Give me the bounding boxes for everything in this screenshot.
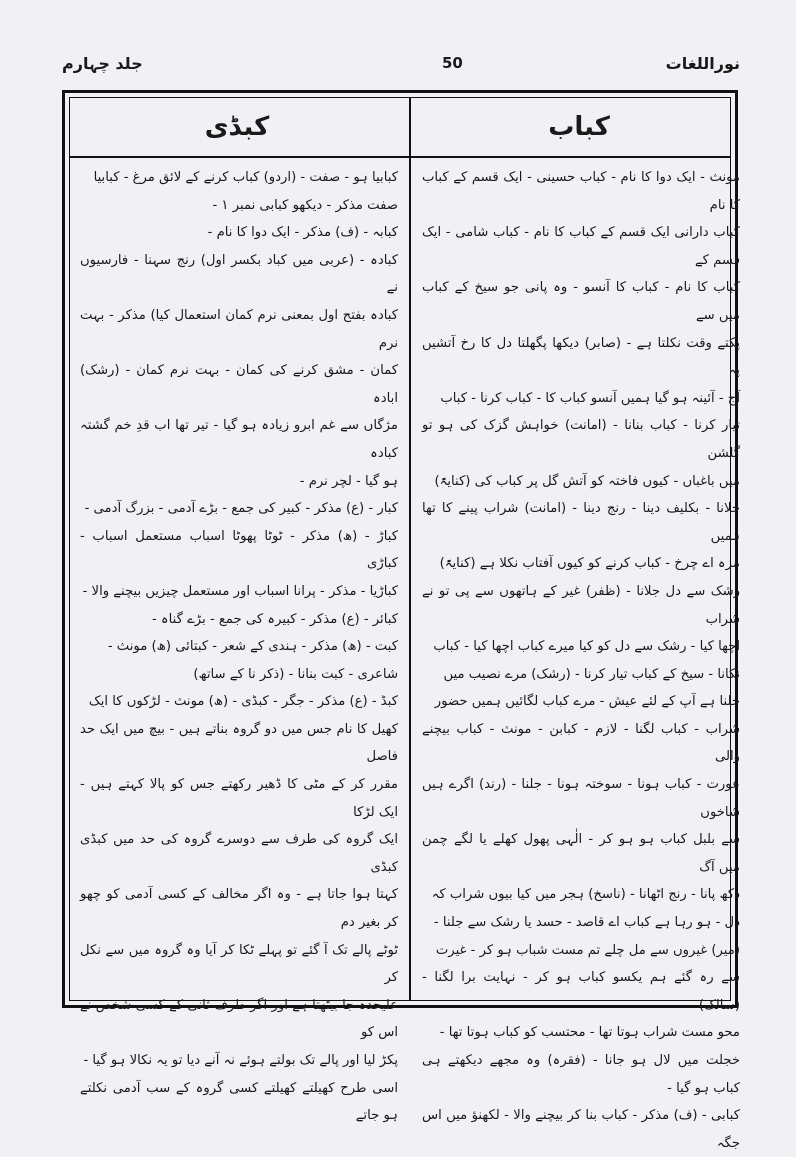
text-line: میں باغباں - کیوں فاختہ کو آتش گل پر کباب کی (کنایۃً) [434,473,740,489]
running-head [62,54,740,84]
text-line: علیحدہ جا بیٹھتا ہے اور اگر طرف ثانی کے کسی شخص نے اس کو [80,997,398,1041]
text-line: خجلت میں لال ہو جانا - (فقرہ) وہ مجھے دیکھتے ہی کباب ہو گیا - [422,1053,740,1096]
text-line: کباڑ - (ھ) مذکر - ٹوٹا پھوٹا اسباب مستعمل اسباب - کباڑی [80,528,398,572]
text-line: کبت - (ھ) مذکر - ہندی کے شعر - کبتائی (ھ) مونث - [107,639,398,655]
text-line: ٹوٹے پالے تک آ گئے تو پہلے ٹکا کر آیا وہ گروہ میں سے نکل کر [80,942,398,986]
text-line: پکڑ لیا اور پالے تک بولتے ہوئے نہ آنے دیا تو یہ نکالا ہو گیا - [83,1053,398,1068]
text-line: جلنا ہے آپ کے لئے عیش - مرے کباب لگائیں ہمیں حضور [434,694,740,710]
text-line: آج - آئینہ ہو گیا ہمیں آنسو کباب کا - کباب کرنا - کباب [440,390,740,406]
text-line: کبابی - (ف) مذکر - کباب بنا کر بیچنے والا - لکھنؤ میں اس جگہ [422,1108,740,1151]
text-line: کبابیا ہو - صفت - (اردو) کباب کرنے کے لائق مرغ - کبابیا [93,170,398,185]
text-line: تیار کرنا - کباب بنانا - (امانت) خواہش گزک کی ہو تو گلشن [422,418,740,461]
text-line: کباڑیا - مذکر - پرانا اسباب اور مستعمل چیزیں بیچنے والا - [82,583,398,599]
text-line: کبائر - (ع) مذکر - کبیرہ کی جمع - بڑے گناہ - [151,611,398,627]
text-line: کھیل کا نام جس میں دو گروہ بناتے ہیں - بیچ میں ایک حد فاصل [80,721,398,765]
text-line: کبادہ - (عربی میں کباد بکسر اول) رنج سہنا - فارسیوں نے [80,252,398,296]
text-line: اچھا کیا - رشک سے دل کو کیا میرے کباب اچھا کیا - کباب [433,639,740,655]
text-line: شراب - کباب لگنا - لازم - کبابن - مونث - کباب بیچنے والی [422,721,740,765]
text-line: سے رہ گئے ہم یکسو کباب ہو کر - نہایت برا لگنا - (سالک) [422,970,740,1013]
text-line: مونث - ایک دوا کا نام - کباب حسینی - ایک قسم کے کباب کا نام [422,170,740,213]
text-line: شاعری - کبت بنانا - (ذکر نا کے ساتھ) [193,666,398,682]
left-column-heading: کبڈی [204,112,270,142]
text-line: مقرر کر کے مٹی کا ڈھیر رکھتے جس کو پالا کہتے ہیں - ایک لڑکا [80,777,398,820]
text-line: نکانا - سیخ کے کباب تیار کرنا - (رشک) مرے نصیب میں [443,666,740,682]
text-line: سے بلبل کباب ہو ہو کر - الٰہی پھول کھلے یا لگے چمن میں آگ [422,832,740,875]
right-column-text [422,164,740,1151]
text-line: کہتا ہوا جاتا ہے - وہ اگر مخالف کے کسی آدمی کو چھو کر بغیر دم [80,887,398,931]
text-line: کبادہ بفتح اول بمعنی نرم کمان استعمال کیا) مذکر - بہت نرم [80,307,398,351]
text-line: اسی طرح کھیلتے کھیلتے کسی گروہ کے سب آدمی نکلتے ہو جاتے [80,1080,398,1124]
column-headings [70,98,730,158]
page-number: 50 [442,54,463,72]
text-line: دل - ہو رہا ہے کباب اے قاصد - حسد یا رشک سے جلنا - [433,915,740,931]
text-line: پکتے وقت نکلتا ہے - (صابر) دیکھا پگھلتا دل کا رخ آتشیں پہ [422,335,740,379]
column-divider [409,98,411,1000]
page-frame [62,90,740,1151]
text-line: دکھ پانا - رنج اٹھانا - (ناسخ) ہجر میں کیا بیوں شراب کہ [431,887,740,903]
text-line: مژگاں سے غم ابرو زیادہ ہو گیا - تیر تھا اب قدِ خم گشتہ کبادہ [80,418,398,461]
text-line: صفت مذکر - دیکھو کبابی نمبر ۱ - [212,197,398,213]
text-line: رشک سے دل جلانا - (ظفر) غیر کے ہاتھوں سے پی تو نے شراب [422,583,740,627]
text-line: محو مست شراب ہوتا تھا - محتسب کو کباب ہوتا تھا - [439,1025,740,1041]
text-line: مزہ اے چرخ - کباب کرنے کو کیوں آفتاب نکلا ہے (کنایۃً) [439,556,740,572]
frame-inner [69,97,740,1151]
text-line: کبڈ - (ع) مذکر - جگر - کبڈی - (ھ) مونث - لڑکوں کا ایک [88,694,398,710]
text-line: کبار - (ع) مذکر - کبیر کی جمع - بڑے آدمی - بزرگ آدمی - [84,501,398,517]
text-line: (میر) غیروں سے مل چلے تم مست شباب ہو کر - غیرت [435,942,740,958]
text-line: کمان - مشق کرنے کی کمان - بہت نرم کمان - (رشک) ابادہ [80,363,398,406]
text-line: ایک گروہ کی طرف سے دوسرے گروہ کی حد میں کبڈی کبڈی [80,832,398,875]
text-line: کباب کا نام - کباب کا آنسو - وہ پانی جو سیخ کے کباب میں سے [422,280,740,323]
book-title: نوراللغات [665,54,740,73]
text-line: جلانا - بکلیف دینا - رنج دینا - (امانت) شراب پینے کا تھا ہمیں [422,501,740,544]
text-line: کباب دارانی ایک قسم کے کباب کا نام - کباب شامی - ایک قسم کے [422,225,740,268]
text-line: کبابہ - (ف) مذکر - ایک دوا کا نام - [207,225,398,241]
left-column-text [80,164,398,1124]
right-column-heading: کباب [548,112,610,142]
volume-label: جلد چہارم [62,54,143,73]
text-line: ہو گیا - لچر نرم - [299,473,398,489]
text-line: عورت - کباب ہونا - سوختہ ہونا - جلنا - (رند) اگرے ہیں شاخوں [422,777,740,820]
